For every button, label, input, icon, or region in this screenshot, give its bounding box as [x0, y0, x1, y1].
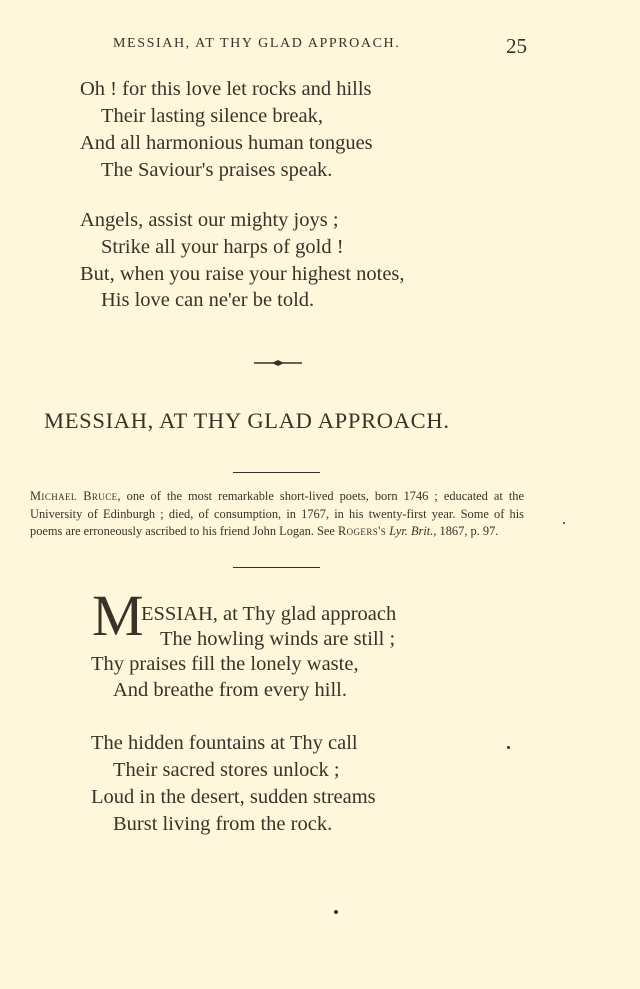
verse-line: Loud in the desert, sudden streams	[91, 786, 376, 808]
verse-line: His love can ne'er be told.	[101, 289, 315, 311]
note-ref-title: Lyr. Brit.	[389, 524, 434, 538]
paper-speck	[507, 746, 510, 749]
verse-line: Oh ! for this love let rocks and hills	[80, 78, 372, 100]
verse-line: The Saviour's praises speak.	[101, 159, 333, 181]
author-name: Michael Bruce	[30, 489, 118, 503]
running-head	[0, 30, 640, 60]
paper-speck	[563, 522, 565, 524]
author-note	[30, 488, 524, 541]
verse-line: Angels, assist our mighty joys ;	[80, 209, 339, 231]
verse-line: But, when you raise your highest notes,	[80, 263, 405, 285]
verse-line: The howling winds are still ;	[160, 628, 396, 650]
verse-line: And all harmonious human tongues	[80, 132, 373, 154]
verse-line: Thy praises fill the lonely waste,	[91, 653, 359, 675]
verse-line: The hidden fountains at Thy call	[91, 732, 358, 754]
verse-line: Burst living from the rock.	[113, 813, 333, 835]
page-number: 25	[506, 34, 527, 58]
note-ref-name: Rogers's	[337, 524, 387, 538]
rule-top	[233, 472, 320, 473]
verse-line: ESSIAH, at Thy glad approach	[141, 603, 397, 625]
verse-line: And breathe from every hill.	[113, 679, 347, 701]
running-head-title: MESSIAH, AT THY GLAD APPROACH.	[113, 36, 401, 51]
ornament-divider-icon	[254, 353, 302, 363]
drop-cap: M	[92, 583, 144, 648]
note-ref-rest: , 1867, p. 97.	[433, 524, 499, 538]
hymn-title: MESSIAH, AT THY GLAD APPROACH.	[44, 408, 450, 433]
note-text: , one of the most remarkable short-lived poets, born 1746 ; educated at the University of Edinburgh ; died, of consumption, in 1767, in his twenty-first year. Some of his poems are erroneously ascribed to his friend John Logan. See	[30, 489, 524, 538]
verse-line: Their lasting silence break,	[101, 105, 323, 127]
paper-speck	[334, 910, 338, 914]
verse-line: Strike all your harps of gold !	[101, 236, 344, 258]
verse-line: Their sacred stores unlock ;	[113, 759, 340, 781]
rule-bottom	[233, 567, 320, 568]
